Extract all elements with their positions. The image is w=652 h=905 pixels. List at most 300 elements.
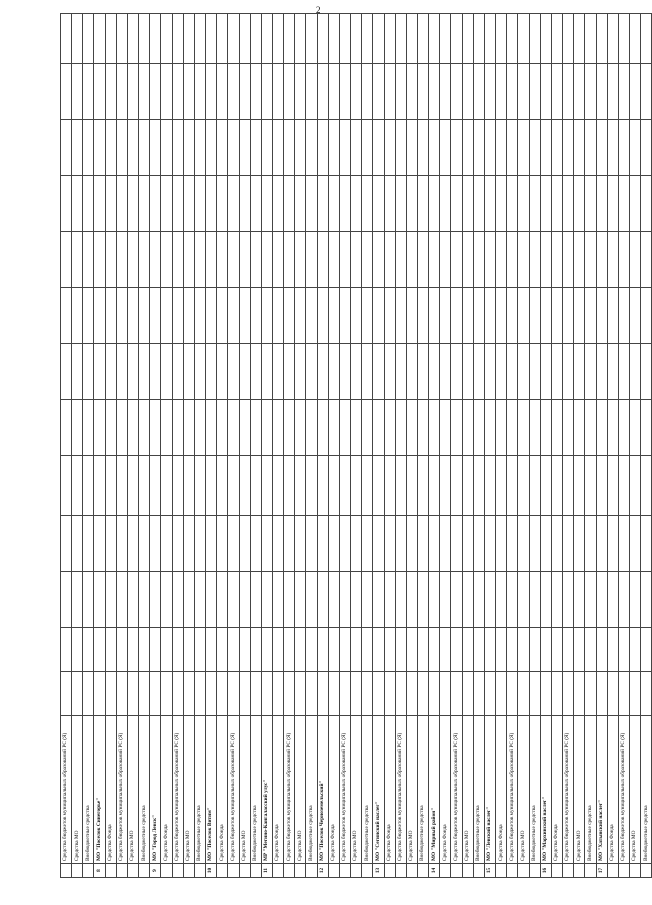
value-cell xyxy=(373,232,384,288)
value-cell xyxy=(395,456,406,516)
value-cell xyxy=(596,672,607,716)
row-label: МО "Поселок Витим" xyxy=(206,716,217,864)
value-cell xyxy=(339,628,350,672)
value-cell xyxy=(507,572,518,628)
value-cell xyxy=(641,628,652,672)
value-cell xyxy=(496,456,507,516)
value-cell xyxy=(239,176,250,232)
value-cell xyxy=(161,456,172,516)
value-cell xyxy=(406,456,417,516)
value-cell xyxy=(217,628,228,672)
value-cell xyxy=(61,344,72,400)
value-cell xyxy=(72,516,83,572)
value-cell xyxy=(529,288,540,344)
value-cell xyxy=(618,572,629,628)
row-index xyxy=(351,864,362,878)
value-cell xyxy=(473,672,484,716)
value-cell xyxy=(261,516,272,572)
value-cell xyxy=(261,672,272,716)
row-label: Средства бюджетов муниципальных образований РС (Я) xyxy=(339,716,350,864)
value-cell xyxy=(161,400,172,456)
value-cell xyxy=(529,232,540,288)
value-cell xyxy=(61,176,72,232)
value-cell xyxy=(618,232,629,288)
value-cell xyxy=(239,516,250,572)
row-label: Средства Фонда xyxy=(328,716,339,864)
value-cell xyxy=(127,344,138,400)
row-index: 10 xyxy=(206,864,217,878)
value-cell xyxy=(295,572,306,628)
row-index xyxy=(440,864,451,878)
value-cell xyxy=(429,400,440,456)
value-cell xyxy=(596,572,607,628)
value-cell xyxy=(563,672,574,716)
value-cell xyxy=(451,456,462,516)
value-cell xyxy=(462,456,473,516)
row-index xyxy=(496,864,507,878)
table-row xyxy=(83,14,94,878)
value-cell xyxy=(607,288,618,344)
value-cell xyxy=(585,572,596,628)
row-label: Внебюджетные средства xyxy=(585,716,596,864)
row-index: 11 xyxy=(261,864,272,878)
value-cell xyxy=(574,288,585,344)
value-cell xyxy=(395,672,406,716)
value-cell xyxy=(484,232,495,288)
value-cell xyxy=(172,672,183,716)
value-cell xyxy=(72,628,83,672)
table-row xyxy=(384,14,395,878)
table-row xyxy=(629,14,640,878)
value-cell xyxy=(607,572,618,628)
value-cell xyxy=(295,232,306,288)
value-cell xyxy=(462,400,473,456)
value-cell xyxy=(574,672,585,716)
value-cell xyxy=(217,176,228,232)
value-cell xyxy=(518,176,529,232)
value-cell xyxy=(83,232,94,288)
value-cell xyxy=(206,456,217,516)
value-cell xyxy=(206,232,217,288)
value-cell xyxy=(228,400,239,456)
value-cell xyxy=(194,120,205,176)
value-cell xyxy=(150,456,161,516)
value-cell xyxy=(462,176,473,232)
row-index xyxy=(462,864,473,878)
value-cell xyxy=(484,628,495,672)
value-cell xyxy=(473,288,484,344)
value-cell xyxy=(418,456,429,516)
value-cell xyxy=(518,14,529,64)
value-cell xyxy=(83,64,94,120)
value-cell xyxy=(496,400,507,456)
value-cell xyxy=(585,344,596,400)
value-cell xyxy=(551,64,562,120)
value-cell xyxy=(484,14,495,64)
table-row xyxy=(574,14,585,878)
value-cell xyxy=(206,64,217,120)
value-cell xyxy=(362,572,373,628)
value-cell xyxy=(139,516,150,572)
value-cell xyxy=(607,64,618,120)
value-cell xyxy=(217,14,228,64)
value-cell xyxy=(72,288,83,344)
table-row xyxy=(317,14,328,878)
value-cell xyxy=(540,628,551,672)
value-cell xyxy=(384,176,395,232)
value-cell xyxy=(607,516,618,572)
value-cell xyxy=(150,176,161,232)
value-cell xyxy=(139,400,150,456)
value-cell xyxy=(551,288,562,344)
value-cell xyxy=(563,120,574,176)
row-index xyxy=(418,864,429,878)
table-row xyxy=(183,14,194,878)
value-cell xyxy=(351,572,362,628)
value-cell xyxy=(451,120,462,176)
value-cell xyxy=(261,120,272,176)
value-cell xyxy=(429,232,440,288)
value-cell xyxy=(127,572,138,628)
value-cell xyxy=(150,64,161,120)
value-cell xyxy=(139,232,150,288)
value-cell xyxy=(284,672,295,716)
value-cell xyxy=(239,344,250,400)
value-cell xyxy=(94,344,105,400)
value-cell xyxy=(284,572,295,628)
value-cell xyxy=(440,516,451,572)
value-cell xyxy=(116,344,127,400)
value-cell xyxy=(529,628,540,672)
value-cell xyxy=(429,344,440,400)
value-cell xyxy=(172,344,183,400)
value-cell xyxy=(295,516,306,572)
value-cell xyxy=(239,64,250,120)
value-cell xyxy=(217,672,228,716)
value-cell xyxy=(641,288,652,344)
value-cell xyxy=(629,14,640,64)
row-index xyxy=(395,864,406,878)
value-cell xyxy=(540,232,551,288)
value-cell xyxy=(351,344,362,400)
value-cell xyxy=(596,120,607,176)
value-cell xyxy=(641,176,652,232)
value-cell xyxy=(317,516,328,572)
value-cell xyxy=(161,14,172,64)
value-cell xyxy=(61,400,72,456)
value-cell xyxy=(384,14,395,64)
value-cell xyxy=(295,672,306,716)
value-cell xyxy=(395,516,406,572)
value-cell xyxy=(61,120,72,176)
value-cell xyxy=(284,176,295,232)
value-cell xyxy=(284,120,295,176)
value-cell xyxy=(183,14,194,64)
value-cell xyxy=(94,232,105,288)
value-cell xyxy=(484,288,495,344)
value-cell xyxy=(150,400,161,456)
table-row xyxy=(507,14,518,878)
value-cell xyxy=(406,64,417,120)
value-cell xyxy=(406,14,417,64)
value-cell xyxy=(116,400,127,456)
value-cell xyxy=(496,344,507,400)
value-cell xyxy=(83,400,94,456)
value-cell xyxy=(194,176,205,232)
value-cell xyxy=(462,64,473,120)
row-label: Средства МО xyxy=(127,716,138,864)
value-cell xyxy=(507,176,518,232)
row-index xyxy=(629,864,640,878)
value-cell xyxy=(373,572,384,628)
value-cell xyxy=(418,288,429,344)
value-cell xyxy=(250,672,261,716)
row-label: Внебюджетные средства xyxy=(139,716,150,864)
value-cell xyxy=(183,176,194,232)
value-cell xyxy=(105,176,116,232)
value-cell xyxy=(295,400,306,456)
value-cell xyxy=(406,516,417,572)
row-label: МО "Ленский наслег" xyxy=(484,716,495,864)
value-cell xyxy=(217,288,228,344)
value-cell xyxy=(451,572,462,628)
table-row xyxy=(161,14,172,878)
value-cell xyxy=(585,672,596,716)
value-cell xyxy=(127,400,138,456)
value-cell xyxy=(328,232,339,288)
value-cell xyxy=(261,456,272,516)
row-label: Внебюджетные средства xyxy=(83,716,94,864)
value-cell xyxy=(529,14,540,64)
value-cell xyxy=(395,14,406,64)
value-cell xyxy=(172,456,183,516)
value-cell xyxy=(94,456,105,516)
value-cell xyxy=(373,516,384,572)
value-cell xyxy=(217,344,228,400)
row-label: Внебюджетные средства xyxy=(418,716,429,864)
value-cell xyxy=(183,120,194,176)
value-cell xyxy=(317,14,328,64)
value-cell xyxy=(183,344,194,400)
value-cell xyxy=(496,516,507,572)
table-row xyxy=(596,14,607,878)
value-cell xyxy=(194,232,205,288)
value-cell xyxy=(239,120,250,176)
value-cell xyxy=(607,400,618,456)
value-cell xyxy=(373,64,384,120)
value-cell xyxy=(507,64,518,120)
value-cell xyxy=(261,288,272,344)
value-cell xyxy=(284,628,295,672)
table-row xyxy=(94,14,105,878)
row-index xyxy=(473,864,484,878)
value-cell xyxy=(161,672,172,716)
value-cell xyxy=(496,176,507,232)
value-cell xyxy=(484,672,495,716)
value-cell xyxy=(83,572,94,628)
row-label: Внебюджетные средства xyxy=(362,716,373,864)
value-cell xyxy=(629,288,640,344)
value-cell xyxy=(161,516,172,572)
value-cell xyxy=(228,456,239,516)
value-cell xyxy=(295,14,306,64)
value-cell xyxy=(618,176,629,232)
value-cell xyxy=(551,344,562,400)
value-cell xyxy=(328,176,339,232)
value-cell xyxy=(328,400,339,456)
row-label: МО "Хатынский наслег" xyxy=(596,716,607,864)
value-cell xyxy=(328,672,339,716)
value-cell xyxy=(585,628,596,672)
value-cell xyxy=(618,288,629,344)
value-cell xyxy=(462,288,473,344)
value-cell xyxy=(306,64,317,120)
value-cell xyxy=(217,516,228,572)
row-label: Внебюджетные средства xyxy=(529,716,540,864)
value-cell xyxy=(183,456,194,516)
value-cell xyxy=(551,572,562,628)
value-cell xyxy=(206,572,217,628)
value-cell xyxy=(607,672,618,716)
row-index xyxy=(161,864,172,878)
value-cell xyxy=(362,516,373,572)
value-cell xyxy=(518,400,529,456)
value-cell xyxy=(585,516,596,572)
value-cell xyxy=(272,572,283,628)
row-label: Средства Фонда xyxy=(272,716,283,864)
value-cell xyxy=(250,628,261,672)
value-cell xyxy=(607,628,618,672)
table-row xyxy=(306,14,317,878)
row-label: Средства Фонда xyxy=(440,716,451,864)
value-cell xyxy=(641,516,652,572)
value-cell xyxy=(83,14,94,64)
value-cell xyxy=(94,516,105,572)
value-cell xyxy=(94,400,105,456)
value-cell xyxy=(551,14,562,64)
value-cell xyxy=(507,628,518,672)
value-cell xyxy=(183,672,194,716)
value-cell xyxy=(641,672,652,716)
value-cell xyxy=(94,628,105,672)
value-cell xyxy=(518,120,529,176)
value-cell xyxy=(295,120,306,176)
value-cell xyxy=(194,572,205,628)
value-cell xyxy=(585,456,596,516)
value-cell xyxy=(351,456,362,516)
value-cell xyxy=(239,456,250,516)
value-cell xyxy=(406,344,417,400)
value-cell xyxy=(440,14,451,64)
row-label: Средства Фонда xyxy=(607,716,618,864)
row-index: 13 xyxy=(373,864,384,878)
row-index xyxy=(228,864,239,878)
value-cell xyxy=(484,120,495,176)
row-label: МО "Поселок Черноземельский" xyxy=(317,716,328,864)
value-cell xyxy=(83,120,94,176)
value-cell xyxy=(61,628,72,672)
value-cell xyxy=(373,344,384,400)
value-cell xyxy=(473,572,484,628)
value-cell xyxy=(228,344,239,400)
value-cell xyxy=(306,14,317,64)
value-cell xyxy=(94,288,105,344)
value-cell xyxy=(585,232,596,288)
value-cell xyxy=(172,288,183,344)
value-cell xyxy=(105,516,116,572)
value-cell xyxy=(629,456,640,516)
value-cell xyxy=(161,572,172,628)
value-cell xyxy=(563,232,574,288)
value-cell xyxy=(127,120,138,176)
value-cell xyxy=(473,628,484,672)
value-cell xyxy=(239,400,250,456)
value-cell xyxy=(127,14,138,64)
value-cell xyxy=(139,176,150,232)
value-cell xyxy=(418,232,429,288)
value-cell xyxy=(116,672,127,716)
value-cell xyxy=(362,120,373,176)
value-cell xyxy=(596,14,607,64)
value-cell xyxy=(507,456,518,516)
value-cell xyxy=(228,628,239,672)
value-cell xyxy=(618,672,629,716)
value-cell xyxy=(228,672,239,716)
table-row xyxy=(206,14,217,878)
value-cell xyxy=(217,120,228,176)
row-index xyxy=(61,864,72,878)
value-cell xyxy=(540,288,551,344)
value-cell xyxy=(72,344,83,400)
row-index: 14 xyxy=(429,864,440,878)
row-label: Средства бюджетов муниципальных образований РС (Я) xyxy=(172,716,183,864)
value-cell xyxy=(574,120,585,176)
value-cell xyxy=(351,288,362,344)
value-cell xyxy=(406,288,417,344)
value-cell xyxy=(228,516,239,572)
value-cell xyxy=(384,672,395,716)
value-cell xyxy=(585,120,596,176)
value-cell xyxy=(339,572,350,628)
value-cell xyxy=(518,64,529,120)
value-cell xyxy=(83,628,94,672)
value-cell xyxy=(462,628,473,672)
value-cell xyxy=(239,14,250,64)
value-cell xyxy=(328,64,339,120)
value-cell xyxy=(384,456,395,516)
value-cell xyxy=(127,672,138,716)
row-label: Внебюджетные средства xyxy=(306,716,317,864)
value-cell xyxy=(72,232,83,288)
row-label: Средства Фонда xyxy=(496,716,507,864)
value-cell xyxy=(139,572,150,628)
table-row xyxy=(418,14,429,878)
row-label: Средства бюджетов муниципальных образований РС (Я) xyxy=(61,716,72,864)
table-row xyxy=(127,14,138,878)
value-cell xyxy=(373,672,384,716)
value-cell xyxy=(72,176,83,232)
value-cell xyxy=(484,344,495,400)
row-index xyxy=(585,864,596,878)
value-cell xyxy=(194,64,205,120)
value-cell xyxy=(206,120,217,176)
value-cell xyxy=(150,232,161,288)
value-cell xyxy=(261,344,272,400)
value-cell xyxy=(596,516,607,572)
value-cell xyxy=(540,456,551,516)
value-cell xyxy=(317,344,328,400)
row-label: Внебюджетные средства xyxy=(641,716,652,864)
